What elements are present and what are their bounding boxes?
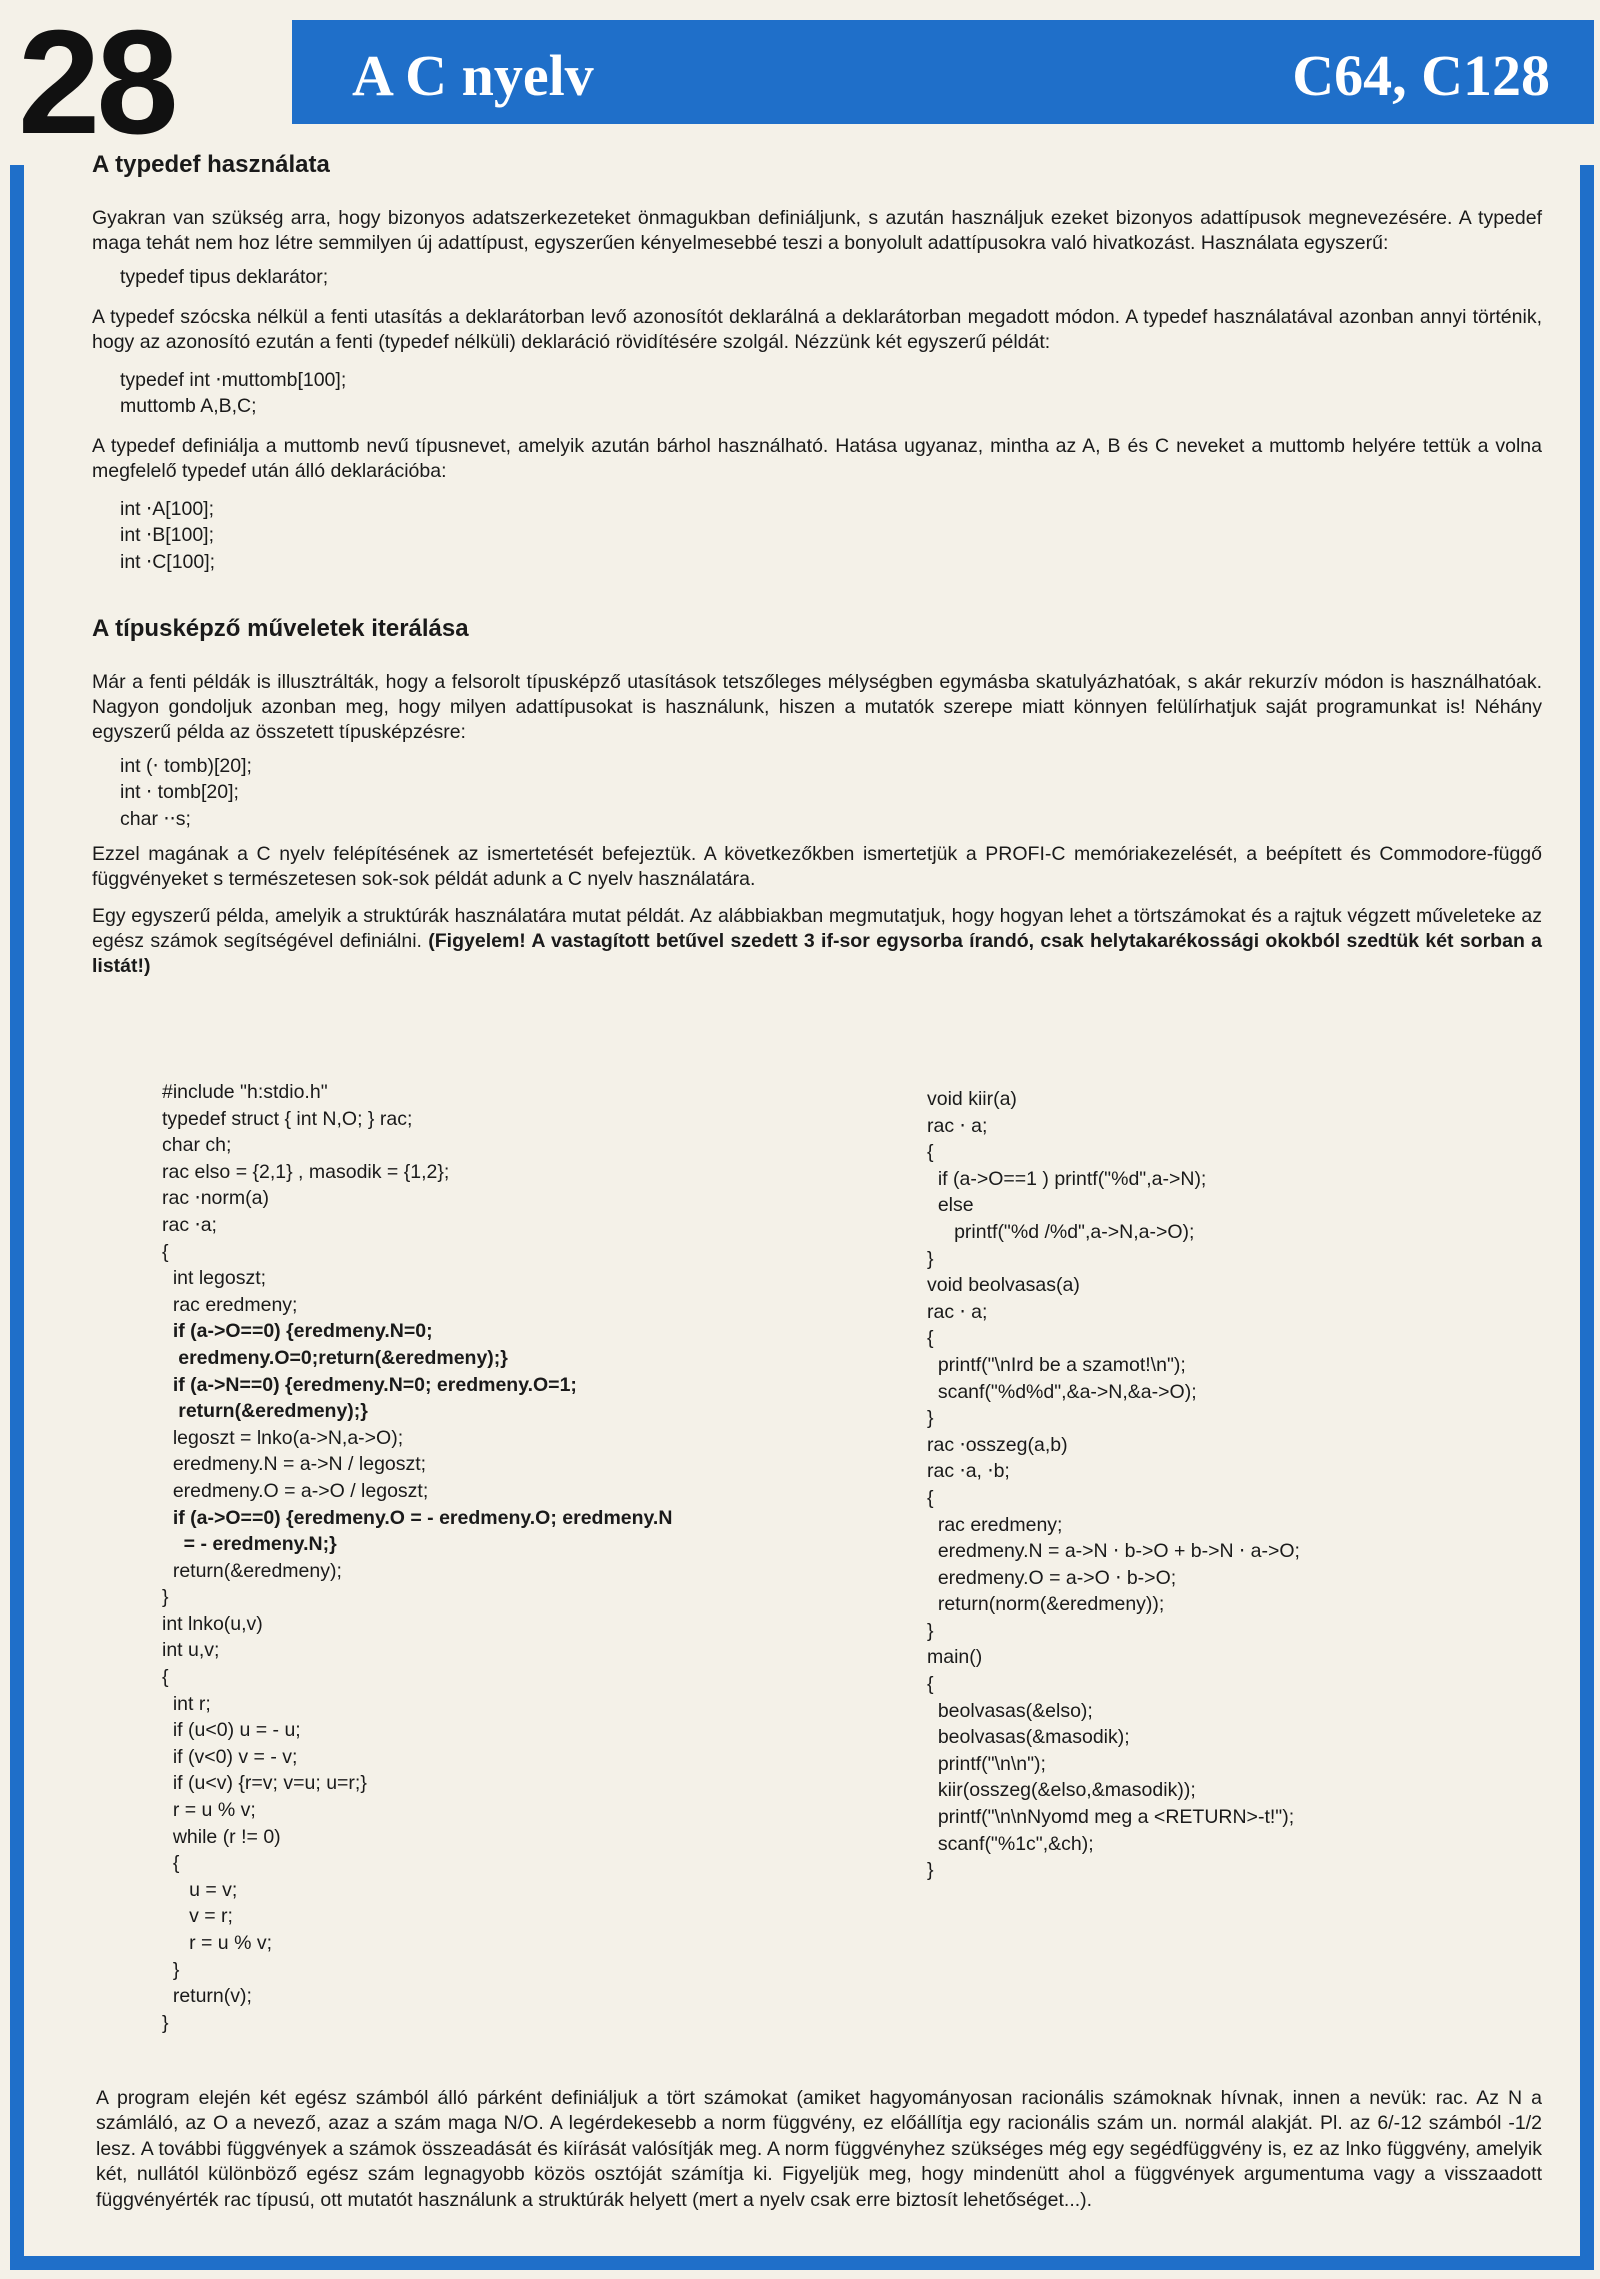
code-line: printf("\n\n"); <box>927 1752 1046 1775</box>
code-line: } <box>162 1958 180 1981</box>
code-line: main() <box>927 1646 983 1669</box>
code-line: else <box>927 1194 974 1217</box>
code-line: if (u<0) u = - u; <box>162 1719 301 1742</box>
bold-note: (Figyelem! A vastagított betűvel szedett 3 if-sor egysorba írandó, csak helytakarékossági okokból szedtük két sorban a listát!) <box>92 930 1542 978</box>
code-line: rac eredmeny; <box>162 1293 298 1316</box>
code-line: rac elso = {2,1} , masodik = {1,2}; <box>162 1160 450 1183</box>
code-line: char ch; <box>162 1134 232 1157</box>
code-line: return(norm(&eredmeny)); <box>927 1593 1165 1616</box>
code-line: rac ⋅a, ⋅b; <box>927 1460 1010 1483</box>
code-line: } <box>927 1407 934 1430</box>
paragraph <box>92 904 1542 979</box>
header-banner <box>292 20 1594 124</box>
code-line: beolvasas(&elso); <box>927 1699 1093 1722</box>
code-line: void kiir(a) <box>927 1088 1017 1110</box>
code-line: rac ⋅ a; <box>927 1300 988 1323</box>
code-line: if (a->N==0) {eredmeny.N=0; eredmeny.O=1; <box>162 1373 577 1396</box>
code-line: eredmeny.O=0;return(&eredmeny);} <box>162 1346 508 1369</box>
code-line: r = u % v; <box>162 1799 256 1822</box>
code-line: eredmeny.N = a->N / legoszt; <box>162 1453 427 1476</box>
page-frame-left <box>10 165 24 2270</box>
code-line: return(v); <box>162 1985 252 2008</box>
code-snippet: int ⋅A[100]; int ⋅B[100]; int ⋅C[100]; <box>120 497 216 573</box>
code-line: void beolvasas(a) <box>927 1274 1080 1297</box>
code-line: eredmeny.O = a->O ⋅ b->O; <box>927 1566 1177 1589</box>
closing-paragraph: A program elején két egész számból álló párként definiáljuk a tört számokat (amiket hagyományosan racionális számoknak hívnak, innen a nevük: rac. Az N a számláló, az O a nevező, azaz a szám maga N/O. A legérdekesebb a norm függvény, ez előállítja egy racionális szám un. normál alakját. Pl. az 6/-12 számból -1/2 lesz. A további függvények a számok összeadását és kiírását valósítják meg. A norm függvényhez szükséges még egy segédfüggvény is, ez az lnko függvény, amelyik két, nullától különböző egész szám legnagyobb közös osztóját számítja ki. Figyeljük meg, hogy mindenütt ahol a függvények argumentuma vagy a visszaadott függvényérték rac típusú, ott mutatót használunk a struktúrák helyett (mert a nyelv csak erre biztosít lehetőséget...). <box>96 2087 1542 2211</box>
code-snippet: typedef tipus deklarátor; <box>120 266 329 288</box>
code-line: int u,v; <box>162 1639 220 1662</box>
code-line: { <box>927 1486 934 1509</box>
code-line: u = v; <box>162 1878 238 1901</box>
code-line: scanf("%d%d",&a->N,&a->O); <box>927 1380 1197 1403</box>
code-line: if (a->O==0) {eredmeny.N=0; <box>162 1320 433 1343</box>
code-listing-right <box>927 1086 1567 1884</box>
code-line: { <box>162 1240 169 1263</box>
paragraph-text: Egy egyszerű példa, amelyik a struktúrák használatára mutat példát. Az alábbiakban megmutatjuk, hogy hogyan lehet a törtszámokat és a rajtuk végzett műveleteke az egész számok segítségével definiálni. <box>92 905 1542 953</box>
page-frame-right <box>1580 165 1594 2270</box>
code-line: { <box>927 1673 934 1696</box>
code-line: return(&eredmeny); <box>162 1559 342 1582</box>
code-line: if (a->O==0) {eredmeny.O = - eredmeny.O; eredmeny.N <box>162 1506 673 1529</box>
code-line: eredmeny.N = a->N ⋅ b->O + b->N ⋅ a->O; <box>927 1540 1300 1563</box>
paragraph: A typedef definiálja a muttomb nevű típusnevet, amelyik azután bárhol használható. Hatása ugyanaz, mintha az A, B és C neveket a muttomb helyére tettük a volna megfelelő typedef után álló deklarációba: <box>92 434 1542 482</box>
article-body <box>92 150 1542 979</box>
page-number: 28 <box>18 0 175 165</box>
code-line: int r; <box>162 1692 211 1715</box>
code-line: int legoszt; <box>162 1267 267 1290</box>
code-line: if (a->O==1 ) printf("%d",a->N); <box>927 1167 1207 1190</box>
chapter-title: A C nyelv <box>352 43 594 108</box>
code-line: beolvasas(&masodik); <box>927 1726 1130 1749</box>
code-line: kiir(osszeg(&elso,&masodik)); <box>927 1779 1196 1802</box>
paragraph: A typedef szócska nélkül a fenti utasítás a deklarátorban levő azonosítót deklarálná a deklarátorban megadott módon. A typedef használatával azonban annyi történik, hogy az azonosító ezután a fenti (typedef nélküli) deklaráció rövidítésére szolgál. Nézzünk két egyszerű példát: <box>92 305 1542 353</box>
code-line: int lnko(u,v) <box>162 1612 263 1635</box>
code-line: legoszt = lnko(a->N,a->O); <box>162 1426 404 1449</box>
code-line: { <box>927 1327 934 1350</box>
paragraph: Már a fenti példák is illusztrálták, hogy a felsorolt típusképző utasítások tetszőleges mélységben egymásba skatulyázhatóak, s akár rekurzív módon is használhatóak. Nagyon gondoljuk azonban meg, hogy milyen adattípusokat is használunk, hiszen a mutatók szerepe miatt könnyen felülírhatjuk saját programunkat is! Néhány egyszerű példa az összetett típusképzésre: <box>92 670 1542 743</box>
code-line: if (v<0) v = - v; <box>162 1745 298 1768</box>
code-line: rac ⋅osszeg(a,b) <box>927 1433 1068 1456</box>
code-line: rac eredmeny; <box>927 1513 1063 1536</box>
code-line: { <box>162 1852 180 1875</box>
code-line: } <box>927 1247 934 1270</box>
code-line: } <box>927 1619 934 1642</box>
code-line: typedef struct { int N,O; } rac; <box>162 1107 413 1130</box>
code-line: v = r; <box>162 1905 233 1928</box>
code-line: } <box>162 1586 169 1609</box>
code-line: { <box>927 1141 934 1164</box>
section-title-typedef: A typedef használata <box>92 151 330 178</box>
code-line: while (r != 0) <box>162 1825 281 1848</box>
code-line: return(&eredmeny);} <box>162 1400 368 1423</box>
code-line: eredmeny.O = a->O / legoszt; <box>162 1479 429 1502</box>
paragraph: Gyakran van szükség arra, hogy bizonyos adatszerkezeteket önmagukban definiáljunk, s azután használjuk ezeket bizonyos adattípusok megnevezésére. A typedef maga tehát nem hoz létre semmilyen új adattípust, egyszerűen kényelmesebbé teszi a bonyolult adattípusokra való hivatkozást. Használata egyszerű: <box>92 207 1542 254</box>
code-line: { <box>162 1666 169 1689</box>
paragraph: Ezzel magának a C nyelv felépítésének az ismertetését befejeztük. A következőkben ismertetjük a PROFI-C memóriakezelését, a beépített és Commodore-függő függvényeket s természetesen sok-sok példát adunk a C nyelv használatára. <box>92 843 1542 891</box>
code-snippet: typedef int ⋅muttomb[100]; muttomb A,B,C; <box>120 368 347 418</box>
code-line: } <box>162 2011 169 2034</box>
code-snippet: int (⋅ tomb)[20]; int ⋅ tomb[20]; char ⋅⋅s; <box>120 754 252 830</box>
code-line: printf("\nIrd be a szamot!\n"); <box>927 1353 1186 1376</box>
code-line: printf("\n\nNyomd meg a <RETURN>-t!"); <box>927 1806 1295 1829</box>
code-line: rac ⋅ a; <box>927 1114 988 1137</box>
code-line: if (u<v) {r=v; v=u; u=r;} <box>162 1772 367 1795</box>
code-listing-left <box>162 1079 922 2036</box>
code-line: rac ⋅a; <box>162 1213 217 1236</box>
platform-label: C64, C128 <box>1292 43 1550 108</box>
page-frame-bottom <box>10 2256 1594 2270</box>
section-title-iteration: A típusképző műveletek iterálása <box>92 614 469 642</box>
code-line: #include "h:stdio.h" <box>162 1081 328 1103</box>
code-line: rac ⋅norm(a) <box>162 1187 269 1210</box>
code-line: = - eredmeny.N;} <box>162 1533 337 1556</box>
code-line: r = u % v; <box>162 1932 272 1954</box>
code-line: printf("%d /%d",a->N,a->O); <box>927 1220 1195 1243</box>
code-line: } <box>927 1859 934 1882</box>
code-line: scanf("%1c",&ch); <box>927 1832 1094 1855</box>
